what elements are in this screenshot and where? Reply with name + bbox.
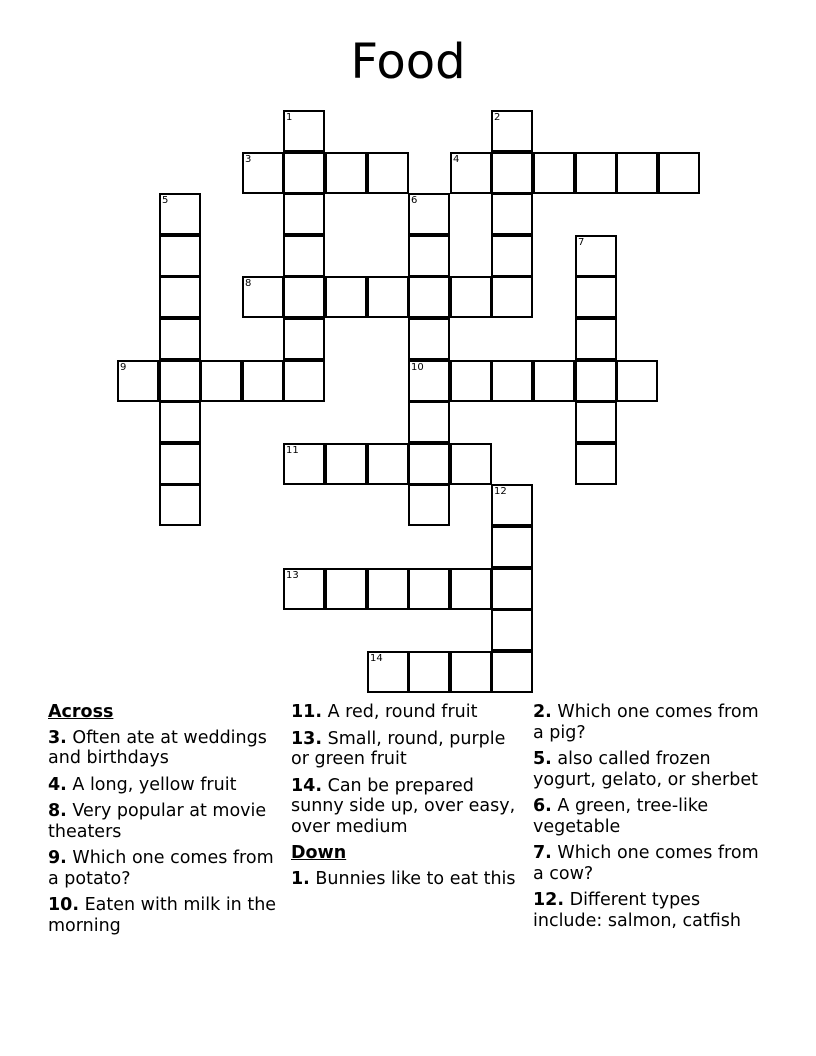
clue-down-6: 6. A green, tree-like vegetable xyxy=(533,796,709,837)
grid-cell[interactable] xyxy=(283,318,325,360)
grid-cell[interactable] xyxy=(159,276,201,318)
grid-cell[interactable] xyxy=(408,484,450,526)
grid-cell[interactable] xyxy=(242,152,284,194)
grid-cell[interactable] xyxy=(450,443,492,485)
grid-cell[interactable] xyxy=(408,443,450,485)
clue-number-label: 14 xyxy=(370,653,383,664)
clue-number-label: 10 xyxy=(411,362,424,373)
clue-number-label: 12 xyxy=(494,486,507,497)
grid-cell[interactable] xyxy=(575,443,617,485)
clue-number-label: 8 xyxy=(245,278,252,289)
grid-cell[interactable] xyxy=(575,235,617,277)
grid-cell[interactable] xyxy=(283,568,325,610)
grid-cell[interactable] xyxy=(450,276,492,318)
clue-number-label: 2 xyxy=(494,112,501,123)
grid-cell[interactable] xyxy=(367,568,409,610)
grid-cell[interactable] xyxy=(283,193,325,235)
clue-number-label: 6 xyxy=(411,195,418,206)
grid-cell[interactable] xyxy=(616,152,658,194)
grid-cell[interactable] xyxy=(491,609,533,651)
clue-across-8: 8. Very popular at movie theaters xyxy=(48,801,267,842)
grid-cell[interactable] xyxy=(159,193,201,235)
grid-cell[interactable] xyxy=(283,443,325,485)
grid-cell[interactable] xyxy=(283,152,325,194)
clue-down-12: 12. Different types include: salmon, catfish xyxy=(533,890,741,931)
grid-cell[interactable] xyxy=(325,443,367,485)
grid-cell[interactable] xyxy=(575,360,617,402)
clue-across-3: 3. Often ate at weddings and birthdays xyxy=(48,727,267,768)
grid-cell[interactable] xyxy=(408,651,450,693)
puzzle-title: Food xyxy=(350,34,466,90)
grid-cell[interactable] xyxy=(117,360,159,402)
grid-cell[interactable] xyxy=(200,360,242,402)
grid-cell[interactable] xyxy=(408,318,450,360)
grid-cell[interactable] xyxy=(283,110,325,152)
clue-across-13: 13. Small, round, purple or green fruit xyxy=(291,728,506,769)
clue-number-label: 1 xyxy=(286,112,293,123)
clue-across-11: 11. A red, round fruit xyxy=(291,702,478,722)
clue-across-10: 10. Eaten with milk in the morning xyxy=(48,895,277,936)
clues-column-3 xyxy=(533,702,769,937)
grid-cell[interactable] xyxy=(450,152,492,194)
grid-cell[interactable] xyxy=(575,318,617,360)
grid-cell[interactable] xyxy=(408,568,450,610)
grid-cell[interactable] xyxy=(491,484,533,526)
grid-cell[interactable] xyxy=(408,360,450,402)
clue-across-14: 14. Can be prepared sunny side up, over easy, over medium xyxy=(291,775,516,837)
grid-cell[interactable] xyxy=(450,651,492,693)
clue-across-9: 9. Which one comes from a potato? xyxy=(48,848,274,889)
grid-cell[interactable] xyxy=(658,152,700,194)
grid-cell[interactable] xyxy=(491,193,533,235)
grid-cell[interactable] xyxy=(283,360,325,402)
clue-down-7: 7. Which one comes from a cow? xyxy=(533,843,759,884)
grid-cell[interactable] xyxy=(491,360,533,402)
clue-down-5: 5. also called frozen yogurt, gelato, or sherbet xyxy=(533,749,758,790)
clue-number-label: 11 xyxy=(286,445,299,456)
grid-cell[interactable] xyxy=(575,276,617,318)
clue-number-label: 4 xyxy=(453,154,460,165)
grid-cell[interactable] xyxy=(575,401,617,443)
grid-cell[interactable] xyxy=(533,152,575,194)
clues-column-2 xyxy=(291,702,527,895)
grid-cell[interactable] xyxy=(491,235,533,277)
clue-down-1: 1. Bunnies like to eat this xyxy=(291,868,516,889)
clue-number-label: 3 xyxy=(245,154,252,165)
grid-cell[interactable] xyxy=(159,360,201,402)
clue-number-label: 5 xyxy=(162,195,169,206)
grid-cell[interactable] xyxy=(283,235,325,277)
clue-number-label: 7 xyxy=(578,237,585,248)
grid-cell[interactable] xyxy=(491,152,533,194)
grid-cell[interactable] xyxy=(408,401,450,443)
grid-cell[interactable] xyxy=(575,152,617,194)
grid-cell[interactable] xyxy=(408,235,450,277)
grid-cell[interactable] xyxy=(159,235,201,277)
grid-cell[interactable] xyxy=(408,276,450,318)
grid-cell[interactable] xyxy=(533,360,575,402)
grid-cell[interactable] xyxy=(450,360,492,402)
grid-cell[interactable] xyxy=(450,568,492,610)
grid-cell[interactable] xyxy=(367,276,409,318)
down-heading: Down xyxy=(291,843,347,863)
grid-cell[interactable] xyxy=(242,360,284,402)
grid-cell[interactable] xyxy=(491,276,533,318)
clue-across-4: 4. A long, yellow fruit xyxy=(48,774,237,795)
grid-cell[interactable] xyxy=(242,276,284,318)
grid-cell[interactable] xyxy=(491,568,533,610)
clue-number-label: 13 xyxy=(286,570,299,581)
grid-cell[interactable] xyxy=(367,152,409,194)
clue-down-2: 2. Which one comes from a pig? xyxy=(533,702,759,743)
across-heading: Across xyxy=(48,702,114,722)
grid-cell[interactable] xyxy=(159,318,201,360)
clue-number-label: 9 xyxy=(120,362,127,373)
grid-cell[interactable] xyxy=(491,526,533,568)
grid-cell[interactable] xyxy=(367,651,409,693)
grid-cell[interactable] xyxy=(491,110,533,152)
grid-cell[interactable] xyxy=(159,401,201,443)
grid-cell[interactable] xyxy=(325,276,367,318)
grid-cell[interactable] xyxy=(325,568,367,610)
grid-cell[interactable] xyxy=(159,484,201,526)
grid-cell[interactable] xyxy=(491,651,533,693)
grid-cell[interactable] xyxy=(367,443,409,485)
grid-cell[interactable] xyxy=(616,360,658,402)
grid-cell[interactable] xyxy=(325,152,367,194)
grid-cell[interactable] xyxy=(159,443,201,485)
grid-cell[interactable] xyxy=(408,193,450,235)
clues-column-1 xyxy=(48,702,284,942)
grid-cell[interactable] xyxy=(283,276,325,318)
